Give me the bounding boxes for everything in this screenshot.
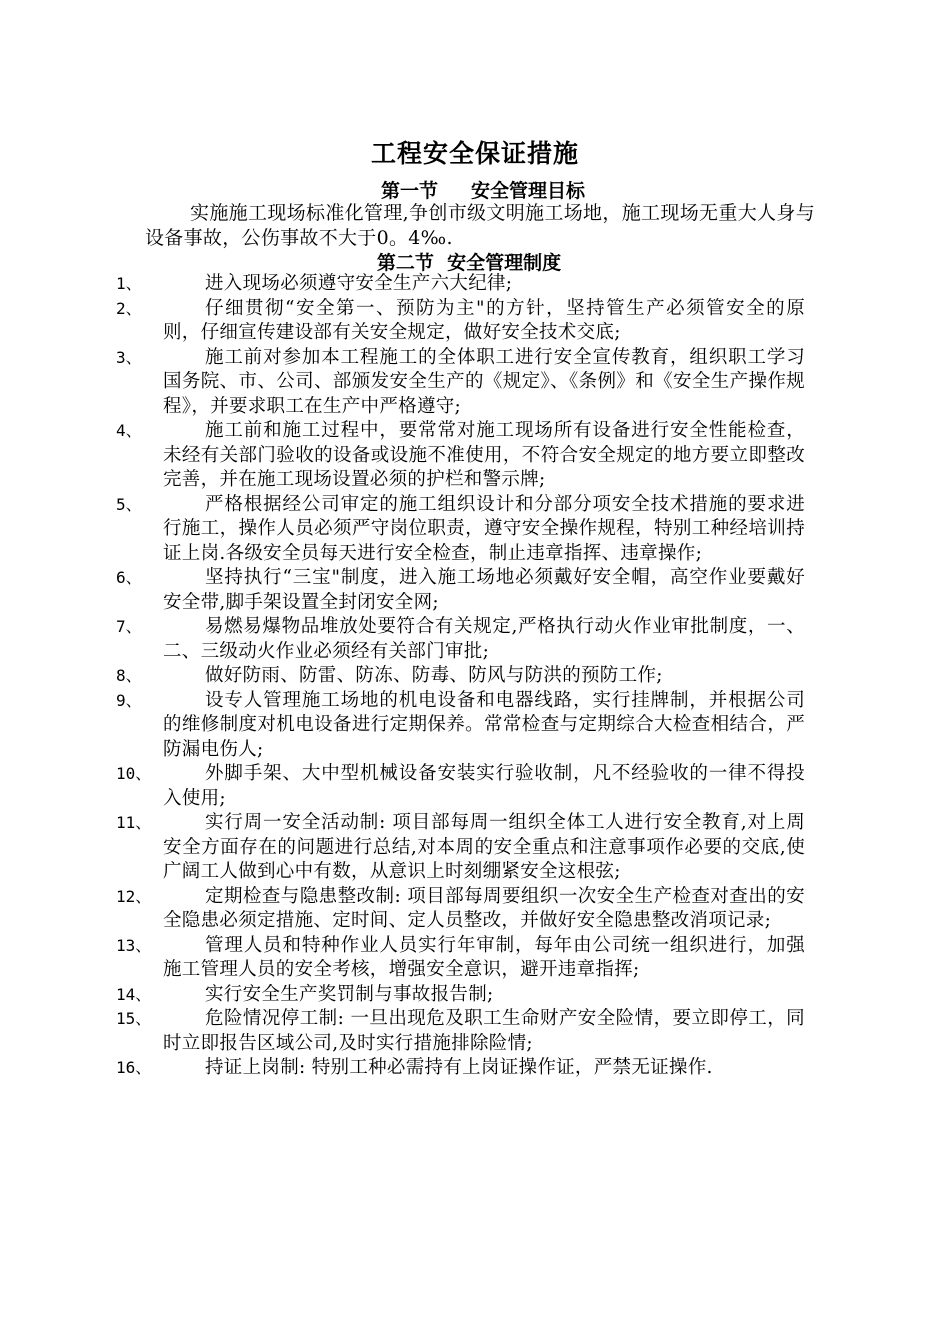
list-item-number: 7、 — [116, 617, 142, 636]
list-item-text: 仔细贯彻“安全第一、预防为主"的方针，坚持管生产必须管安全的原则，仔细宣传建设部有关安全规定，做好安全技术交底; — [163, 297, 805, 343]
rules-list — [0, 272, 950, 1081]
list-item-text: 进入现场必须遵守安全生产六大纪律; — [205, 273, 513, 294]
list-item-text: 施工前对参加本工程施工的全体职工进行安全宣传教育，组织职工学习国务院、市、公司、部颁发安全生产的《规定》、《条例》和《安全生产操作规程》，并要求职工在生产中严格遵守; — [163, 346, 805, 417]
list-item-text: 定期检查与隐患整改制: 项目部每周要组织一次安全生产检查对查出的安全隐患必须定措施、定时间、定人员整改，并做好安全隐患整改消项记录; — [163, 885, 805, 931]
list-item-number: 8、 — [116, 666, 142, 685]
list-item — [0, 983, 950, 1008]
list-item-number: 4、 — [116, 421, 142, 440]
list-item-number: 10、 — [116, 764, 152, 783]
list-item — [0, 811, 950, 885]
list-item — [0, 689, 950, 763]
list-item-number: 14、 — [116, 984, 152, 1004]
list-item-text: 外脚手架、大中型机械设备安装实行验收制，凡不经验收的一律不得投入使用; — [163, 763, 805, 809]
list-item — [0, 762, 950, 811]
list-item — [0, 615, 950, 664]
list-item-number: 11、 — [116, 813, 152, 832]
list-item-number: 12、 — [116, 886, 152, 906]
list-item-number: 15、 — [116, 1009, 152, 1028]
list-item — [0, 419, 950, 493]
list-item-number: 9、 — [116, 690, 142, 710]
list-item — [0, 664, 950, 689]
list-item — [0, 346, 950, 420]
document-title: 工程安全保证措施 — [370, 139, 579, 168]
list-item-text: 危险情况停工制: 一旦出现危及职工生命财产安全险情，要立即停工，同时立即报告区域公司,及时实行措施排除险情; — [163, 1008, 805, 1054]
list-item-text: 施工前和施工过程中，要常常对施工现场所有设备进行安全性能检查，未经有关部门验收的设备或设施不准使用，不符合安全规定的地方要立即整改完善，并在施工现场设置必须的护栏和警示牌; — [163, 420, 805, 490]
list-item-text: 做好防雨、防雷、防冻、防毒、防风与防洪的预防工作; — [205, 665, 663, 686]
list-item — [0, 493, 950, 567]
intro-paragraph: 实施施工现场标准化管理,争创市级文明施工场地，施工现场无重大人身与设备事故，公伤事故不大于0。4‰. — [145, 202, 815, 249]
list-item-text: 坚持执行“三宝"制度，进入施工场地必须戴好安全帽，高空作业要戴好安全带,脚手架设置全封闭安全网; — [163, 567, 805, 613]
list-item-number: 13、 — [116, 935, 152, 955]
list-item — [0, 272, 950, 297]
section-heading-1: 第一节 安全管理目标 — [380, 180, 586, 202]
list-item-text: 管理人员和特种作业人员实行年审制，每年由公司统一组织进行，加强施工管理人员的安全考核，增强安全意识，避开违章指挥; — [163, 934, 805, 980]
list-item — [0, 934, 950, 983]
list-item-text: 实行安全生产奖罚制与事故报告制; — [205, 983, 494, 1005]
list-item-number: 1、 — [116, 274, 142, 293]
list-item-number: 5、 — [116, 494, 142, 514]
list-item-number: 3、 — [116, 347, 142, 367]
list-item-number: 2、 — [116, 298, 142, 318]
list-item-text: 设专人管理施工场地的机电设备和电器线路，实行挂牌制，并根据公司的维修制度对机电设备进行定期保养。常常检查与定期综合大检查相结合，严防漏电伤人; — [163, 689, 805, 760]
list-item — [0, 1007, 950, 1056]
list-item-number: 16、 — [116, 1058, 152, 1077]
section-heading-2: 第二节 安全管理制度 — [376, 252, 562, 274]
list-item — [0, 885, 950, 934]
list-item — [0, 1056, 950, 1081]
list-item — [0, 297, 950, 346]
list-item-text: 实行周一安全活动制: 项目部每周一组织全体工人进行安全教育,对上周安全方面存在的问题进行总结,对本周的安全重点和注意事项作必要的交底,使广阔工人做到心中有数，从意识上时刻绷紧安全这根弦; — [163, 812, 805, 882]
list-item-text: 易燃易爆物品堆放处要符合有关规定,严格执行动火作业审批制度，一、二、三级动火作业必须经有关部门审批; — [163, 616, 805, 662]
list-item-text: 严格根据经公司审定的施工组织设计和分部分项安全技术措施的要求进行施工，操作人员必须严守岗位职责，遵守安全操作规程，特别工种经培训持证上岗.各级安全员每天进行安全检查，制止违章指挥、违章操作; — [163, 493, 805, 564]
list-item-number: 6、 — [116, 568, 142, 587]
list-item — [0, 566, 950, 615]
list-item-text: 持证上岗制: 特别工种必需持有上岗证操作证，严禁无证操作. — [205, 1057, 713, 1078]
